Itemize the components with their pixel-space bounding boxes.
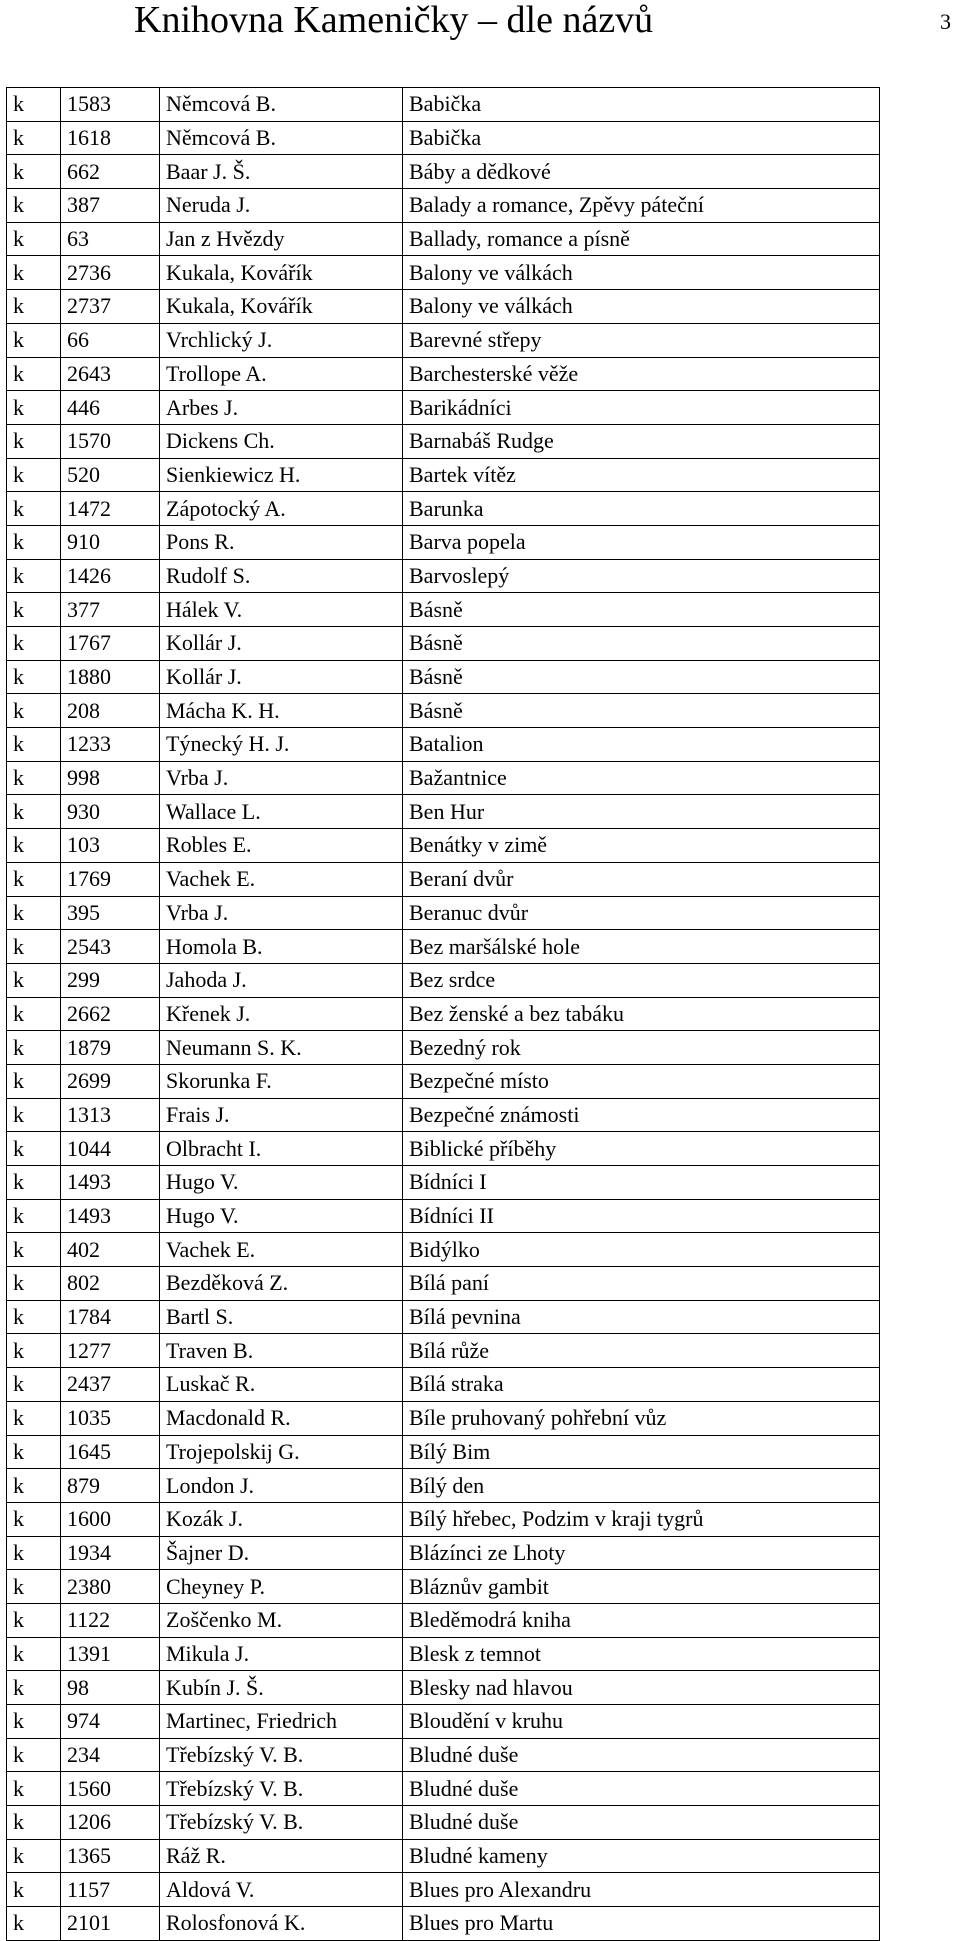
book-author-cell: Neumann S. K. — [160, 1031, 403, 1065]
book-title-cell: Bleděmodrá kniha — [403, 1603, 880, 1637]
table-row — [7, 896, 880, 930]
table-row — [7, 761, 880, 795]
table-row — [7, 660, 880, 694]
book-number-cell: 395 — [61, 896, 160, 930]
table-row — [7, 1401, 880, 1435]
book-title-cell: Bludné duše — [403, 1806, 880, 1840]
book-author-cell: Skorunka F. — [160, 1064, 403, 1098]
book-author-cell: Rudolf S. — [160, 559, 403, 593]
book-type-cell: k — [7, 492, 61, 526]
book-author-cell: Vachek E. — [160, 1233, 403, 1267]
book-number-cell: 1560 — [61, 1772, 160, 1806]
book-title-cell: Bílá straka — [403, 1368, 880, 1402]
book-number-cell: 98 — [61, 1671, 160, 1705]
book-type-cell: k — [7, 189, 61, 223]
book-author-cell: Pons R. — [160, 525, 403, 559]
book-author-cell: Hálek V. — [160, 593, 403, 627]
book-number-cell: 2543 — [61, 930, 160, 964]
book-type-cell: k — [7, 1469, 61, 1503]
book-title-cell: Bez maršálské hole — [403, 930, 880, 964]
book-type-cell: k — [7, 1839, 61, 1873]
book-number-cell: 802 — [61, 1267, 160, 1301]
book-author-cell: Hugo V. — [160, 1199, 403, 1233]
table-row — [7, 694, 880, 728]
book-author-cell: Zápotocký A. — [160, 492, 403, 526]
book-type-cell: k — [7, 1536, 61, 1570]
book-number-cell: 879 — [61, 1469, 160, 1503]
book-author-cell: Kukala, Kovářík — [160, 256, 403, 290]
book-type-cell: k — [7, 1166, 61, 1200]
book-title-cell: Bludné duše — [403, 1772, 880, 1806]
table-row — [7, 323, 880, 357]
book-type-cell: k — [7, 155, 61, 189]
book-type-cell: k — [7, 862, 61, 896]
book-title-cell: Básně — [403, 660, 880, 694]
book-title-cell: Ben Hur — [403, 795, 880, 829]
catalog-table — [6, 87, 880, 1941]
table-row — [7, 1873, 880, 1907]
table-row — [7, 997, 880, 1031]
book-author-cell: Mácha K. H. — [160, 694, 403, 728]
book-number-cell: 1044 — [61, 1132, 160, 1166]
book-title-cell: Benátky v zimě — [403, 829, 880, 863]
book-type-cell: k — [7, 1603, 61, 1637]
table-row — [7, 1806, 880, 1840]
table-row — [7, 391, 880, 425]
book-author-cell: Křenek J. — [160, 997, 403, 1031]
table-row — [7, 1637, 880, 1671]
book-number-cell: 2643 — [61, 357, 160, 391]
book-number-cell: 520 — [61, 458, 160, 492]
book-title-cell: Balady a romance, Zpěvy páteční — [403, 189, 880, 223]
book-number-cell: 1391 — [61, 1637, 160, 1671]
table-row — [7, 492, 880, 526]
book-title-cell: Barikádníci — [403, 391, 880, 425]
table-row — [7, 1334, 880, 1368]
table-row — [7, 795, 880, 829]
book-type-cell: k — [7, 1098, 61, 1132]
book-title-cell: Barvoslepý — [403, 559, 880, 593]
book-number-cell: 2737 — [61, 290, 160, 324]
book-author-cell: Bartl S. — [160, 1300, 403, 1334]
book-type-cell: k — [7, 1031, 61, 1065]
book-author-cell: Aldová V. — [160, 1873, 403, 1907]
book-author-cell: Vachek E. — [160, 862, 403, 896]
book-type-cell: k — [7, 525, 61, 559]
book-title-cell: Blázínci ze Lhoty — [403, 1536, 880, 1570]
table-row — [7, 1300, 880, 1334]
book-number-cell: 1934 — [61, 1536, 160, 1570]
book-number-cell: 930 — [61, 795, 160, 829]
table-row — [7, 1738, 880, 1772]
table-row — [7, 1603, 880, 1637]
book-type-cell: k — [7, 458, 61, 492]
table-row — [7, 829, 880, 863]
book-author-cell: Bezděková Z. — [160, 1267, 403, 1301]
book-type-cell: k — [7, 1064, 61, 1098]
book-number-cell: 208 — [61, 694, 160, 728]
book-number-cell: 1313 — [61, 1098, 160, 1132]
table-row — [7, 1469, 880, 1503]
book-author-cell: Kukala, Kovářík — [160, 290, 403, 324]
book-title-cell: Bílá paní — [403, 1267, 880, 1301]
book-title-cell: Básně — [403, 694, 880, 728]
table-row — [7, 525, 880, 559]
book-number-cell: 1493 — [61, 1199, 160, 1233]
table-row — [7, 88, 880, 122]
book-title-cell: Báby a dědkové — [403, 155, 880, 189]
table-row — [7, 222, 880, 256]
book-author-cell: Kozák J. — [160, 1502, 403, 1536]
book-author-cell: Sienkiewicz H. — [160, 458, 403, 492]
table-row — [7, 1064, 880, 1098]
book-title-cell: Bílý Bim — [403, 1435, 880, 1469]
book-number-cell: 1035 — [61, 1401, 160, 1435]
table-row — [7, 458, 880, 492]
book-author-cell: Homola B. — [160, 930, 403, 964]
catalog-table-body — [7, 88, 880, 1941]
book-type-cell: k — [7, 1738, 61, 1772]
book-author-cell: Wallace L. — [160, 795, 403, 829]
table-row — [7, 593, 880, 627]
table-row — [7, 155, 880, 189]
book-number-cell: 1618 — [61, 121, 160, 155]
book-type-cell: k — [7, 963, 61, 997]
book-author-cell: Třebízský V. B. — [160, 1806, 403, 1840]
book-type-cell: k — [7, 424, 61, 458]
table-row — [7, 1502, 880, 1536]
book-author-cell: Němcová B. — [160, 88, 403, 122]
book-type-cell: k — [7, 1435, 61, 1469]
table-row — [7, 1233, 880, 1267]
table-row — [7, 256, 880, 290]
book-author-cell: Macdonald R. — [160, 1401, 403, 1435]
book-type-cell: k — [7, 290, 61, 324]
book-title-cell: Batalion — [403, 728, 880, 762]
book-number-cell: 998 — [61, 761, 160, 795]
book-type-cell: k — [7, 795, 61, 829]
book-type-cell: k — [7, 1267, 61, 1301]
table-row — [7, 1570, 880, 1604]
table-row — [7, 1166, 880, 1200]
book-type-cell: k — [7, 1907, 61, 1941]
book-number-cell: 1426 — [61, 559, 160, 593]
book-title-cell: Blesky nad hlavou — [403, 1671, 880, 1705]
table-row — [7, 1772, 880, 1806]
book-author-cell: Vrchlický J. — [160, 323, 403, 357]
book-number-cell: 402 — [61, 1233, 160, 1267]
book-type-cell: k — [7, 997, 61, 1031]
book-number-cell: 2380 — [61, 1570, 160, 1604]
book-author-cell: Dickens Ch. — [160, 424, 403, 458]
table-row — [7, 290, 880, 324]
book-title-cell: Bíle pruhovaný pohřební vůz — [403, 1401, 880, 1435]
book-title-cell: Básně — [403, 593, 880, 627]
book-title-cell: Básně — [403, 627, 880, 661]
book-number-cell: 1600 — [61, 1502, 160, 1536]
book-type-cell: k — [7, 559, 61, 593]
book-type-cell: k — [7, 1806, 61, 1840]
table-row — [7, 121, 880, 155]
book-type-cell: k — [7, 1132, 61, 1166]
book-title-cell: Blues pro Martu — [403, 1907, 880, 1941]
book-author-cell: Luskač R. — [160, 1368, 403, 1402]
book-type-cell: k — [7, 1233, 61, 1267]
book-author-cell: Šajner D. — [160, 1536, 403, 1570]
book-type-cell: k — [7, 896, 61, 930]
book-title-cell: Bludné kameny — [403, 1839, 880, 1873]
book-title-cell: Blues pro Alexandru — [403, 1873, 880, 1907]
book-author-cell: Arbes J. — [160, 391, 403, 425]
table-row — [7, 424, 880, 458]
table-row — [7, 1098, 880, 1132]
book-type-cell: k — [7, 694, 61, 728]
book-number-cell: 63 — [61, 222, 160, 256]
book-author-cell: Trollope A. — [160, 357, 403, 391]
book-author-cell: Baar J. Š. — [160, 155, 403, 189]
book-author-cell: Rolosfonová K. — [160, 1907, 403, 1941]
book-number-cell: 1645 — [61, 1435, 160, 1469]
book-author-cell: Robles E. — [160, 829, 403, 863]
book-number-cell: 1769 — [61, 862, 160, 896]
book-author-cell: Mikula J. — [160, 1637, 403, 1671]
book-number-cell: 2101 — [61, 1907, 160, 1941]
book-author-cell: Třebízský V. B. — [160, 1738, 403, 1772]
table-row — [7, 1368, 880, 1402]
table-row — [7, 1132, 880, 1166]
book-number-cell: 1767 — [61, 627, 160, 661]
book-title-cell: Bezpečné známosti — [403, 1098, 880, 1132]
book-number-cell: 2736 — [61, 256, 160, 290]
book-author-cell: Kubín J. Š. — [160, 1671, 403, 1705]
book-title-cell: Barva popela — [403, 525, 880, 559]
book-type-cell: k — [7, 1772, 61, 1806]
book-type-cell: k — [7, 1300, 61, 1334]
book-number-cell: 1784 — [61, 1300, 160, 1334]
book-type-cell: k — [7, 1199, 61, 1233]
table-row — [7, 930, 880, 964]
book-number-cell: 2662 — [61, 997, 160, 1031]
book-type-cell: k — [7, 627, 61, 661]
book-type-cell: k — [7, 728, 61, 762]
book-type-cell: k — [7, 1570, 61, 1604]
page-header — [0, 0, 960, 60]
book-title-cell: Bílá pevnina — [403, 1300, 880, 1334]
book-number-cell: 1122 — [61, 1603, 160, 1637]
book-type-cell: k — [7, 1368, 61, 1402]
book-title-cell: Barunka — [403, 492, 880, 526]
book-number-cell: 1880 — [61, 660, 160, 694]
book-author-cell: Traven B. — [160, 1334, 403, 1368]
book-title-cell: Babička — [403, 121, 880, 155]
book-title-cell: Barchesterské věže — [403, 357, 880, 391]
table-row — [7, 1705, 880, 1739]
book-title-cell: Bílý hřebec, Podzim v kraji tygrů — [403, 1502, 880, 1536]
book-title-cell: Biblické příběhy — [403, 1132, 880, 1166]
book-author-cell: Vrba J. — [160, 896, 403, 930]
book-title-cell: Blesk z temnot — [403, 1637, 880, 1671]
book-type-cell: k — [7, 222, 61, 256]
book-author-cell: London J. — [160, 1469, 403, 1503]
book-title-cell: Bezedný rok — [403, 1031, 880, 1065]
book-title-cell: Bartek vítěz — [403, 458, 880, 492]
table-row — [7, 559, 880, 593]
table-row — [7, 1907, 880, 1941]
book-number-cell: 1365 — [61, 1839, 160, 1873]
table-row — [7, 189, 880, 223]
book-number-cell: 234 — [61, 1738, 160, 1772]
table-row — [7, 1031, 880, 1065]
book-type-cell: k — [7, 1401, 61, 1435]
book-author-cell: Hugo V. — [160, 1166, 403, 1200]
book-type-cell: k — [7, 256, 61, 290]
book-number-cell: 1493 — [61, 1166, 160, 1200]
book-title-cell: Balony ve válkách — [403, 290, 880, 324]
book-title-cell: Balony ve válkách — [403, 256, 880, 290]
book-title-cell: Bludné duše — [403, 1738, 880, 1772]
book-title-cell: Babička — [403, 88, 880, 122]
book-number-cell: 1583 — [61, 88, 160, 122]
page-title: Knihovna Kameničky – dle názvů — [134, 0, 654, 41]
book-author-cell: Kollár J. — [160, 660, 403, 694]
book-number-cell: 974 — [61, 1705, 160, 1739]
book-title-cell: Bílá růže — [403, 1334, 880, 1368]
book-author-cell: Neruda J. — [160, 189, 403, 223]
page-number: 3 — [940, 9, 951, 34]
book-number-cell: 1570 — [61, 424, 160, 458]
book-title-cell: Bidýlko — [403, 1233, 880, 1267]
book-number-cell: 446 — [61, 391, 160, 425]
book-author-cell: Němcová B. — [160, 121, 403, 155]
book-author-cell: Zoščenko M. — [160, 1603, 403, 1637]
table-row — [7, 862, 880, 896]
book-type-cell: k — [7, 1705, 61, 1739]
book-title-cell: Beranuc dvůr — [403, 896, 880, 930]
book-type-cell: k — [7, 391, 61, 425]
book-number-cell: 1277 — [61, 1334, 160, 1368]
book-author-cell: Kollár J. — [160, 627, 403, 661]
table-row — [7, 627, 880, 661]
book-title-cell: Bezpečné místo — [403, 1064, 880, 1098]
book-type-cell: k — [7, 1671, 61, 1705]
book-title-cell: Bídníci II — [403, 1199, 880, 1233]
book-author-cell: Cheyney P. — [160, 1570, 403, 1604]
table-row — [7, 728, 880, 762]
book-type-cell: k — [7, 660, 61, 694]
book-type-cell: k — [7, 357, 61, 391]
book-type-cell: k — [7, 1334, 61, 1368]
book-author-cell: Týnecký H. J. — [160, 728, 403, 762]
book-title-cell: Bez srdce — [403, 963, 880, 997]
table-row — [7, 1671, 880, 1705]
table-row — [7, 1267, 880, 1301]
book-number-cell: 1472 — [61, 492, 160, 526]
book-number-cell: 387 — [61, 189, 160, 223]
book-number-cell: 2437 — [61, 1368, 160, 1402]
book-number-cell: 299 — [61, 963, 160, 997]
book-number-cell: 1879 — [61, 1031, 160, 1065]
table-row — [7, 963, 880, 997]
book-title-cell: Bídníci I — [403, 1166, 880, 1200]
book-title-cell: Bloudění v kruhu — [403, 1705, 880, 1739]
book-title-cell: Barnabáš Rudge — [403, 424, 880, 458]
book-number-cell: 1233 — [61, 728, 160, 762]
book-type-cell: k — [7, 593, 61, 627]
book-type-cell: k — [7, 88, 61, 122]
book-author-cell: Jahoda J. — [160, 963, 403, 997]
book-author-cell: Martinec, Friedrich — [160, 1705, 403, 1739]
book-author-cell: Frais J. — [160, 1098, 403, 1132]
book-title-cell: Bílý den — [403, 1469, 880, 1503]
book-title-cell: Beraní dvůr — [403, 862, 880, 896]
book-author-cell: Vrba J. — [160, 761, 403, 795]
table-row — [7, 1435, 880, 1469]
book-author-cell: Třebízský V. B. — [160, 1772, 403, 1806]
book-type-cell: k — [7, 323, 61, 357]
book-number-cell: 910 — [61, 525, 160, 559]
book-author-cell: Trojepolskij G. — [160, 1435, 403, 1469]
table-row — [7, 1536, 880, 1570]
book-type-cell: k — [7, 930, 61, 964]
book-author-cell: Jan z Hvězdy — [160, 222, 403, 256]
book-number-cell: 103 — [61, 829, 160, 863]
book-type-cell: k — [7, 1873, 61, 1907]
book-title-cell: Bažantnice — [403, 761, 880, 795]
table-row — [7, 1839, 880, 1873]
book-type-cell: k — [7, 121, 61, 155]
book-type-cell: k — [7, 1637, 61, 1671]
book-title-cell: Ballady, romance a písně — [403, 222, 880, 256]
book-number-cell: 66 — [61, 323, 160, 357]
book-number-cell: 377 — [61, 593, 160, 627]
book-title-cell: Bez ženské a bez tabáku — [403, 997, 880, 1031]
book-number-cell: 2699 — [61, 1064, 160, 1098]
book-number-cell: 1206 — [61, 1806, 160, 1840]
book-number-cell: 1157 — [61, 1873, 160, 1907]
table-row — [7, 357, 880, 391]
book-number-cell: 662 — [61, 155, 160, 189]
book-author-cell: Olbracht I. — [160, 1132, 403, 1166]
book-title-cell: Barevné střepy — [403, 323, 880, 357]
book-type-cell: k — [7, 829, 61, 863]
book-type-cell: k — [7, 761, 61, 795]
book-author-cell: Ráž R. — [160, 1839, 403, 1873]
book-title-cell: Bláznův gambit — [403, 1570, 880, 1604]
table-row — [7, 1199, 880, 1233]
book-type-cell: k — [7, 1502, 61, 1536]
